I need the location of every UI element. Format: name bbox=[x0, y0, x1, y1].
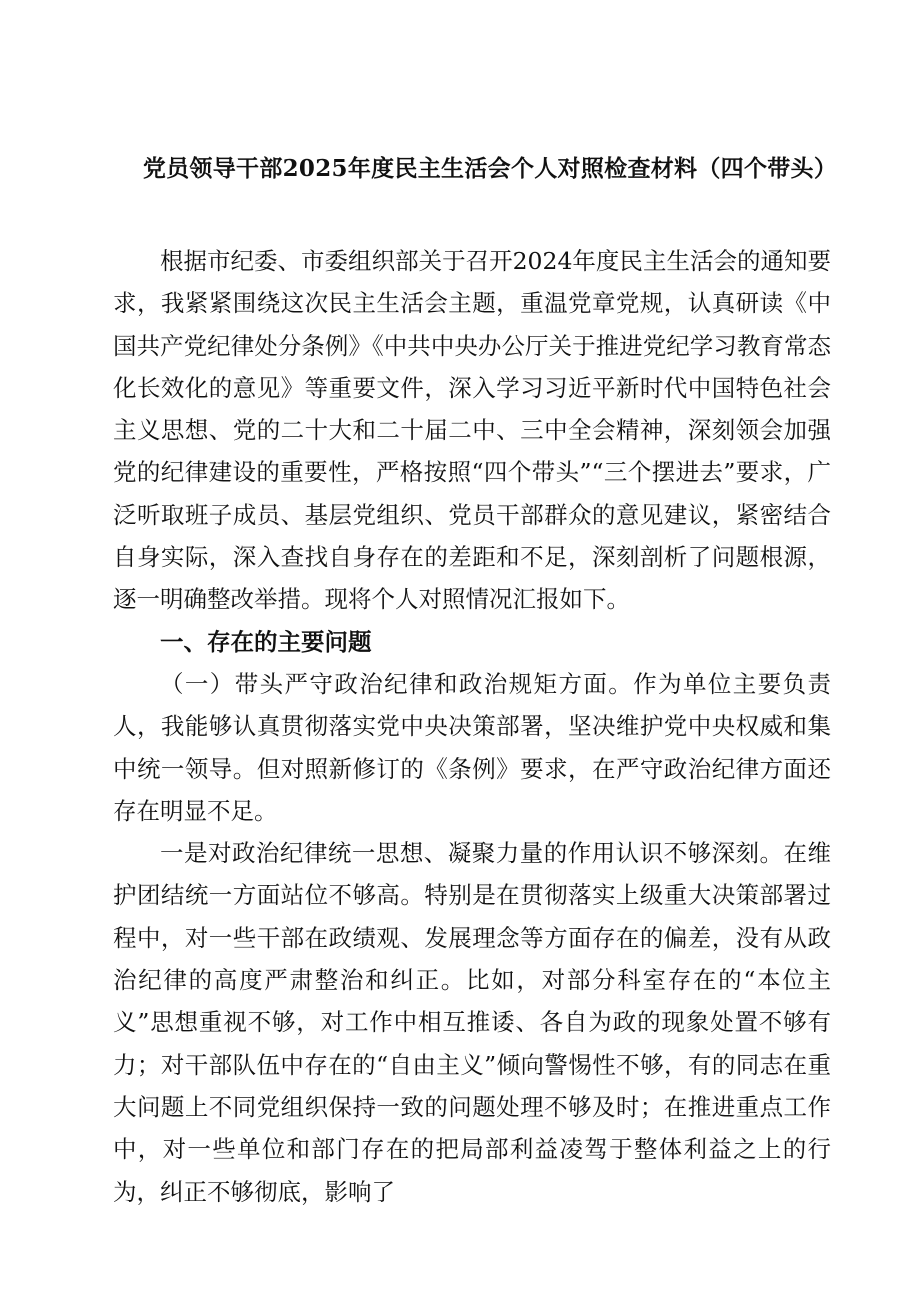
document-title: 党员领导干部2025年度民主生活会个人对照检查材料（四个带头） bbox=[142, 155, 838, 182]
section-heading: 一、存在的主要问题 bbox=[160, 627, 372, 656]
body-paragraph: 一是对政治纪律统一思想、凝聚力量的作用认识不够深刻。在维护团结统一方面站位不够高。特别是在贯彻落实上级重大决策部署过程中，对一些干部在政绩观、发展理念等方面存在的偏差，没有从政治纪律的高度严肃整治和纠正。比如，对部分科室存在的“本位主义”思想重视不够，对工作中相互推诿、各自为政的现象处置不够有力；对干部队伍中存在的“自由主义”倾向警惕性不够，有的同志在重大问题上不同党组织保持一致的问题处理不够及时；在推进重点工作中，对一些单位和部门存在的把局部利益凌驾于整体利益之上的行为，纠正不够彻底，影响了 bbox=[113, 839, 831, 1206]
document-body bbox=[113, 240, 831, 1213]
subsection-paragraph: （一）带头严守政治纪律和政治规矩方面。作为单位主要负责人，我能够认真贯彻落实党中央决策部署，坚决维护党中央权威和集中统一领导。但对照新修订的《条例》要求，在严守政治纪律方面还存在明显不足。 bbox=[113, 669, 831, 825]
intro-paragraph: 根据市纪委、市委组织部关于召开2024年度民主生活会的通知要求，我紧紧围绕这次民主生活会主题，重温党章党规，认真研读《中国共产党纪律处分条例》《中共中央办公厅关于推进党纪学习教育常态化长效化的意见》等重要文件，深入学习习近平新时代中国特色社会主义思想、党的二十大和二十届二中、三中全会精神，深刻领会加强党的纪律建设的重要性，严格按照“四个带头”“三个摆进去”要求，广泛听取班子成员、基层党组织、党员干部群众的意见建议，紧密结合自身实际，深入查找自身存在的差距和不足，深刻剖析了问题根源，逐一明确整改举措。现将个人对照情况汇报如下。 bbox=[113, 247, 831, 614]
